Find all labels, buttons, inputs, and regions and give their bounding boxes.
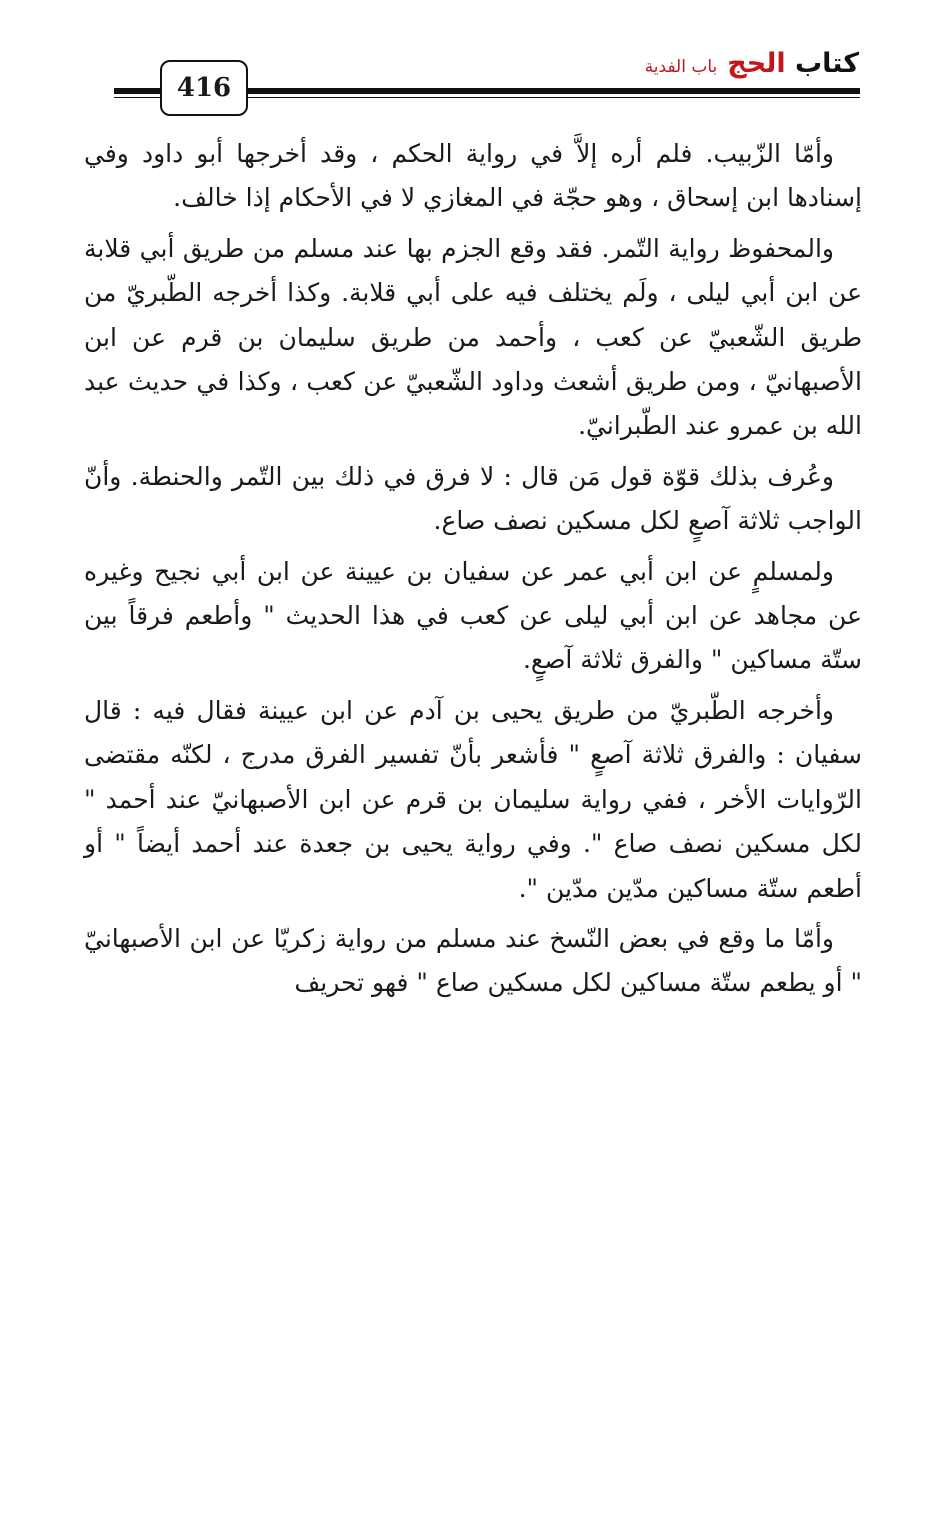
running-head	[645, 48, 859, 79]
paragraph: وعُرف بذلك قوّة قول مَن قال : لا فرق في ذلك بين التّمر والحنطة. وأنّ الواجب ثلاثة آصعٍ لكل مسكين نصف صاع.	[84, 461, 862, 536]
page-number-box	[160, 60, 248, 116]
paragraph: ولمسلمٍ عن ابن أبي عمر عن سفيان بن عيينة عن ابن أبي نجيح وغيره عن مجاهد عن ابن أبي ليلى عن كعب في هذا الحديث " وأطعم فرقاً بين ستّة مساكين " والفرق ثلاثة آصعٍ.	[84, 556, 862, 675]
chapter-title: باب الفدية	[644, 57, 718, 77]
book-title-main: كتاب	[785, 48, 859, 79]
header-rule-left-thin	[114, 97, 162, 98]
body-text	[84, 132, 862, 1012]
paragraph: والمحفوظ رواية التّمر. فقد وقع الجزم بها عند مسلم من طريق أبي قلابة عن ابن أبي ليلى ، ولَم يختلف فيه على أبي قلابة. وكذا أخرجه الطّبريّ من طريق الشّعبيّ عن كعب ، وأحمد من طريق سليمان بن قرم عن ابن الأصبهانيّ ، ومن طريق أشعث وداود الشّعبيّ عن كعب ، وكذا في حديث عبد الله بن عمرو عند الطّبرانيّ.	[84, 233, 862, 441]
page-header	[0, 0, 945, 120]
book-title-accent: الحج	[727, 48, 786, 79]
header-rule-left-thick	[114, 88, 162, 94]
header-rule-right-thick	[246, 88, 860, 94]
paragraph: وأمّا ما وقع في بعض النّسخ عند مسلم من رواية زكريّا عن ابن الأصبهانيّ " أو يطعم ستّة مساكين لكل مسكين صاع " فهو تحريف	[84, 923, 862, 998]
book-title	[727, 48, 859, 79]
paragraph: وأخرجه الطّبريّ من طريق يحيى بن آدم عن ابن عيينة فقال فيه : قال سفيان : والفرق ثلاثة آصعٍ " فأشعر بأنّ تفسير الفرق مدرج ، لكنّه مقتضى الرّوايات الأخر ، ففي رواية سليمان بن قرم عن ابن الأصبهانيّ عند أحمد " لكل مسكين نصف صاع ". وفي رواية يحيى بن جعدة عند أحمد أيضاً " أو أطعم ستّة مساكين مدّين مدّين ".	[84, 695, 862, 903]
header-rule-right-thin	[246, 97, 860, 98]
paragraph: وأمّا الزّبيب. فلم أره إلاَّ في رواية الحكم ، وقد أخرجها أبو داود وفي إسنادها ابن إسحاق ، وهو حجّة في المغازي لا في الأحكام إذا خالف.	[84, 139, 862, 213]
page-number: 416	[176, 73, 232, 103]
